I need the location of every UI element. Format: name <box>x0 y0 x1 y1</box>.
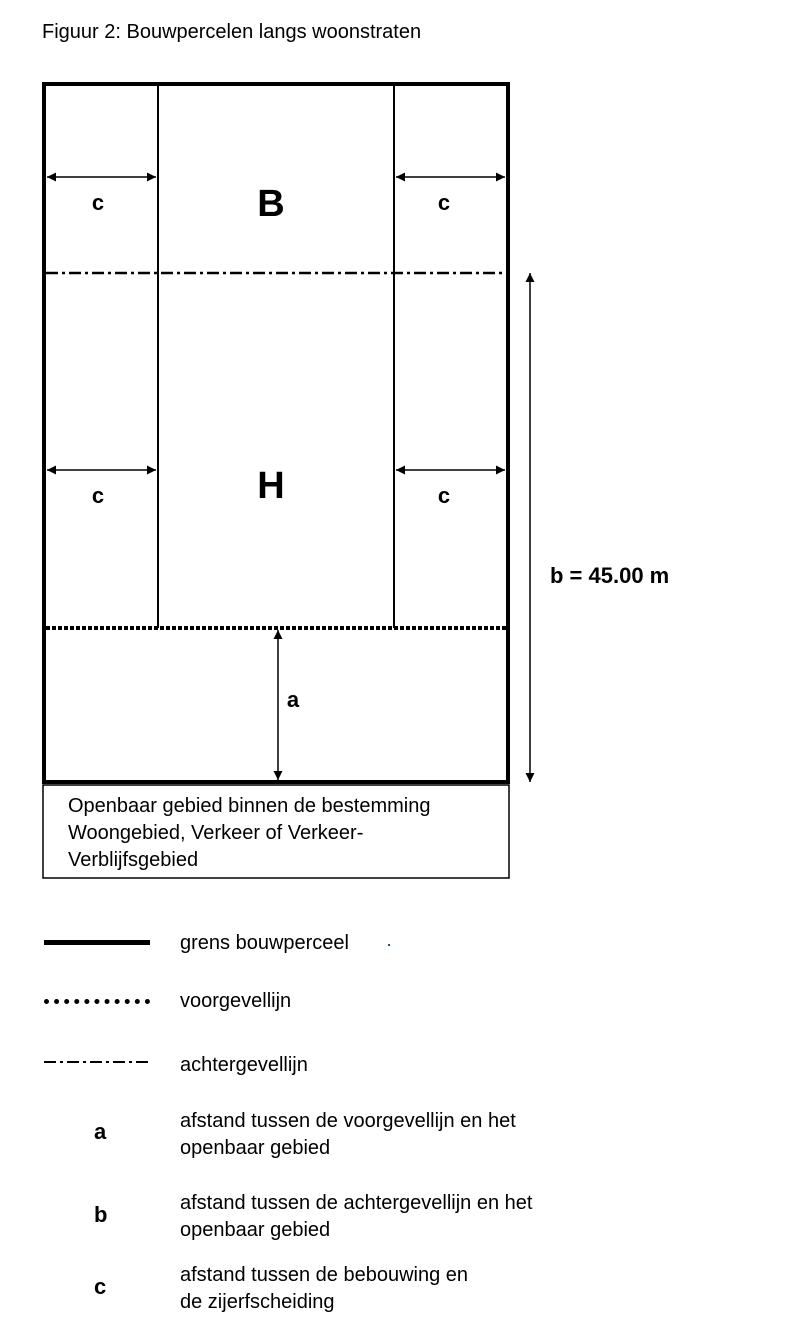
zone-label-main: H <box>257 465 285 507</box>
legend-dashdot-line-sample <box>44 1058 152 1066</box>
legend-description-b: afstand tussen de achtergevellijn en het openbaar gebied <box>180 1192 533 1241</box>
legend-stray-dot <box>388 944 390 946</box>
side-label-mid-right: c <box>437 483 451 508</box>
legend-dotted-line-sample <box>44 999 150 1004</box>
side-label-top-right: c <box>437 190 451 215</box>
legend-symbol-b: b <box>94 1202 108 1227</box>
front-distance-label: a <box>286 687 300 712</box>
side-label-top-left: c <box>91 190 105 215</box>
depth-label: b = 45.00 m <box>550 563 670 588</box>
public-area-label: Openbaar gebied binnen de bestemming Woongebied, Verkeer of Verkeer- Verblijfsgebied <box>68 795 431 871</box>
legend-description-c: afstand tussen de bebouwing en de zijerfscheiding <box>180 1264 468 1313</box>
zone-label-back: B <box>257 183 285 225</box>
legend-solid-line-sample <box>44 940 150 945</box>
figure-title: Figuur 2: Bouwpercelen langs woonstraten <box>42 21 422 43</box>
legend-symbol-c: c <box>94 1274 107 1299</box>
legend-dotted-line-label: voorgevellijn <box>180 990 292 1012</box>
legend-description-a: afstand tussen de voorgevellijn en het openbaar gebied <box>180 1110 516 1159</box>
legend-dashdot-line-label: achtergevellijn <box>180 1054 308 1076</box>
legend-symbol-a: a <box>94 1119 107 1144</box>
side-label-mid-left: c <box>91 483 105 508</box>
legend-solid-line-label: grens bouwperceel <box>180 932 349 954</box>
